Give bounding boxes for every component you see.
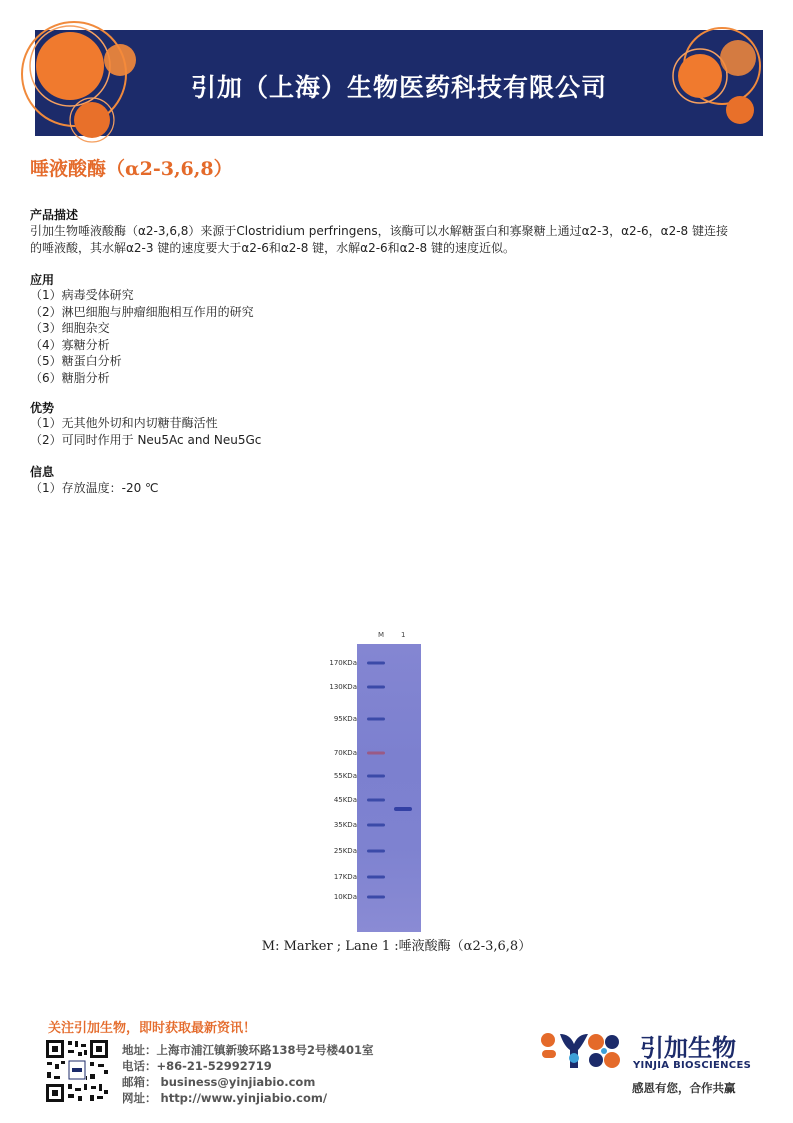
list-item: （4）寡糖分析 — [30, 337, 110, 352]
advantages-list — [30, 415, 261, 448]
marker-band — [367, 752, 385, 755]
list-item: （2）淋巴细胞与肿瘤细胞相互作用的研究 — [30, 304, 254, 319]
info-list — [30, 480, 159, 497]
marker-band — [367, 799, 385, 802]
marker-band — [367, 775, 385, 778]
address-text: 地址：上海市浦江镇新骏环路138号2号楼401室 — [122, 1043, 374, 1057]
marker-band — [367, 850, 385, 853]
brand-name: 引加生物 — [640, 1034, 736, 1062]
marker-band — [367, 876, 385, 879]
phone-text: 电话：+86-21-52992719 — [122, 1059, 272, 1073]
product-title: 唾液酸酶（α2-3,6,8） — [30, 158, 233, 180]
qr-code-icon — [44, 1038, 110, 1104]
marker-band — [367, 686, 385, 689]
description-line-2: 的唾液酸，其水解α2-3 键的速度要大于α2-6和α2-8 键，水解α2-6和α2-8 键的速度近似。 — [30, 241, 515, 255]
marker-label: 25KDa — [333, 847, 357, 855]
marker-label: 35KDa — [333, 821, 357, 829]
lane-header-m: M — [378, 631, 385, 639]
marker-label: 170KDa — [329, 659, 357, 667]
email-link[interactable]: 邮箱： business@yinjiabio.com — [122, 1075, 316, 1089]
advantages-heading: 优势 — [30, 401, 55, 415]
sample-band — [394, 807, 412, 811]
list-item: （2）可同时作用于 Neu5Ac and Neu5Gc — [30, 432, 262, 447]
sds-page-gel-image — [330, 630, 425, 932]
marker-label: 17KDa — [333, 873, 357, 881]
website-link[interactable]: 网址： http://www.yinjiabio.com/ — [122, 1091, 328, 1105]
applications-list — [30, 287, 254, 386]
marker-band — [367, 662, 385, 665]
yinjia-logo-icon — [538, 1028, 630, 1074]
brand-english-name: YINJIA BIOSCIENCES — [633, 1060, 752, 1071]
marker-band — [367, 896, 385, 899]
list-item: （5）糖蛋白分析 — [30, 354, 122, 368]
list-item: （6）糖脂分析 — [30, 370, 110, 385]
gel-caption: M: Marker ; Lane 1 :唾液酸酶（α2-3,6,8） — [261, 939, 532, 954]
marker-label: 130KDa — [329, 683, 357, 691]
company-name: 引加（上海）生物医药科技有限公司 — [190, 73, 607, 102]
marker-band — [367, 824, 385, 827]
marker-band — [367, 718, 385, 721]
decorative-circles-left — [8, 8, 158, 148]
follow-banner: 关注引加生物，即时获取最新资讯！ — [48, 1021, 257, 1036]
marker-label: 95KDa — [333, 715, 357, 723]
marker-label: 70KDa — [333, 749, 357, 757]
decorative-circles-right — [660, 18, 780, 138]
info-heading: 信息 — [30, 465, 55, 479]
applications-heading: 应用 — [30, 273, 55, 287]
marker-label: 45KDa — [333, 796, 357, 804]
list-item: （1）存放温度：-20 ℃ — [30, 481, 159, 495]
list-item: （3）细胞杂交 — [30, 321, 110, 335]
description-heading: 产品描述 — [30, 208, 79, 222]
marker-label: 10KDa — [333, 893, 357, 901]
marker-label: 55KDa — [333, 772, 357, 780]
list-item: （1）病毒受体研究 — [30, 288, 134, 302]
lane-header-1: 1 — [401, 631, 406, 639]
description-line-1: 引加生物唾液酸酶（α2-3,6,8）来源于Clostridium perfringens，该酶可以水解糖蛋白和寡聚糖上通过α2-3，α2-6，α2-8 键连接 — [30, 224, 728, 238]
slogan: 感恩有您，合作共赢 — [632, 1081, 736, 1095]
list-item: （1）无其他外切和内切糖苷酶活性 — [30, 416, 218, 430]
